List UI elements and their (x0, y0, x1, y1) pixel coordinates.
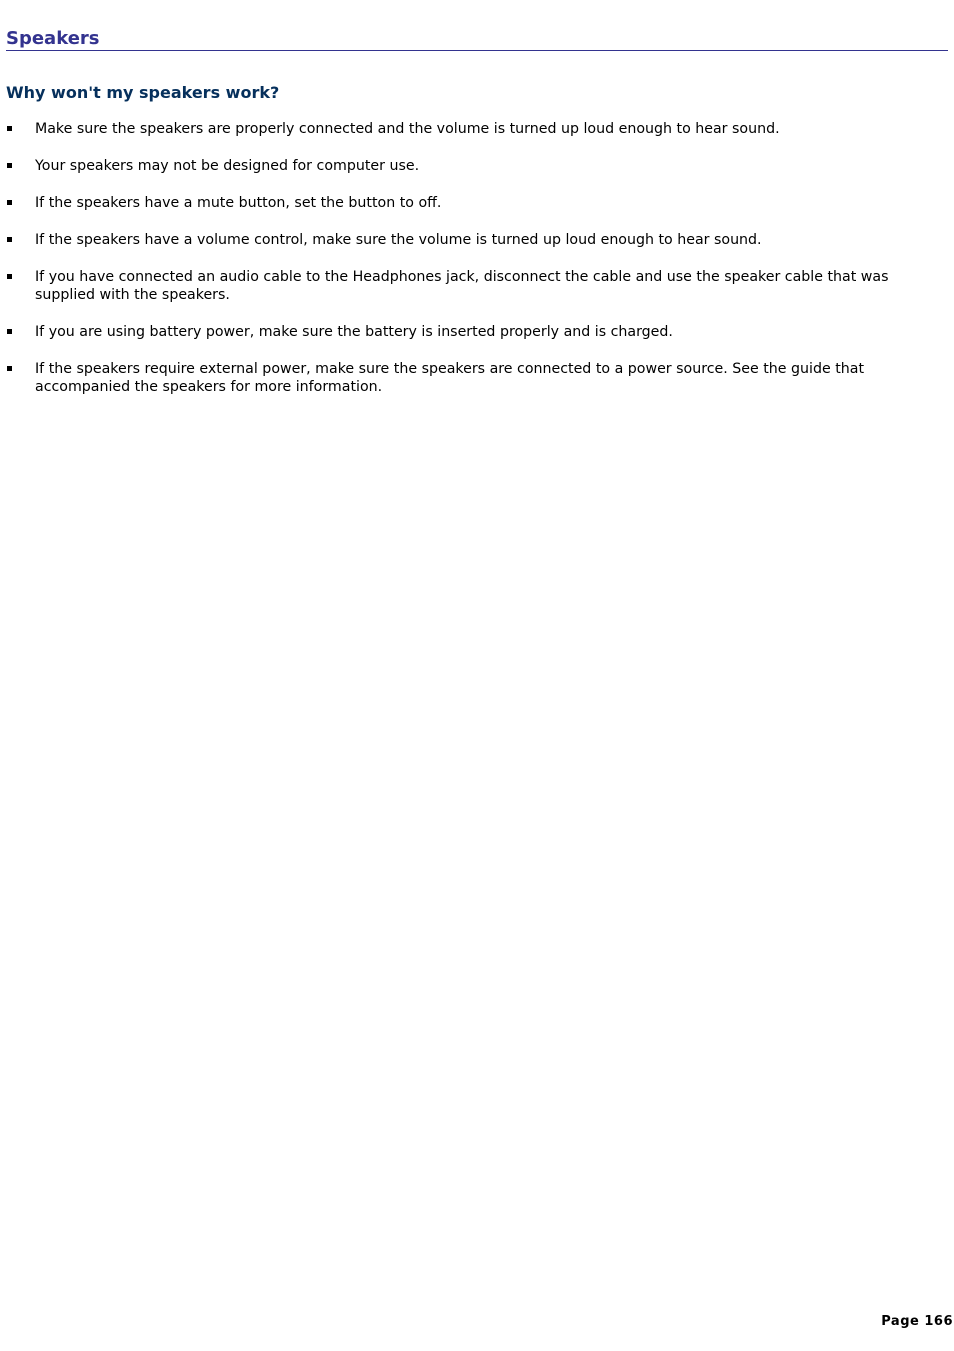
square-bullet-icon (7, 200, 12, 205)
list-item-text: If you have connected an audio cable to the Headphones jack, disconnect the cable and use the speaker cable that was supplied with the speakers. (35, 269, 889, 303)
section-heading: Why won't my speakers work? (6, 83, 280, 102)
list-item (0, 231, 930, 249)
list-item-text: If the speakers have a volume control, make sure the volume is turned up loud enough to hear sound. (35, 232, 762, 248)
list-item-text: Your speakers may not be designed for computer use. (35, 158, 420, 174)
list-item-text: If you are using battery power, make sure the battery is inserted properly and is charged. (35, 324, 673, 340)
square-bullet-icon (7, 366, 12, 371)
square-bullet-icon (7, 274, 12, 279)
list-item (0, 268, 930, 304)
list-item-text: Make sure the speakers are properly connected and the volume is turned up loud enough to hear sound. (35, 121, 780, 137)
page-number: Page 166 (881, 1314, 953, 1329)
square-bullet-icon (7, 237, 12, 242)
bullet-list (0, 120, 930, 415)
list-item (0, 120, 930, 138)
square-bullet-icon (7, 163, 12, 168)
page-title: Speakers (6, 28, 948, 51)
list-item (0, 194, 930, 212)
list-item (0, 360, 930, 396)
list-item-text: If the speakers require external power, make sure the speakers are connected to a power source. See the guide that accompanied the speakers for more information. (35, 361, 865, 395)
list-item-text: If the speakers have a mute button, set the button to off. (35, 195, 442, 211)
list-item (0, 323, 930, 341)
square-bullet-icon (7, 329, 12, 334)
square-bullet-icon (7, 126, 12, 131)
list-item (0, 157, 930, 175)
